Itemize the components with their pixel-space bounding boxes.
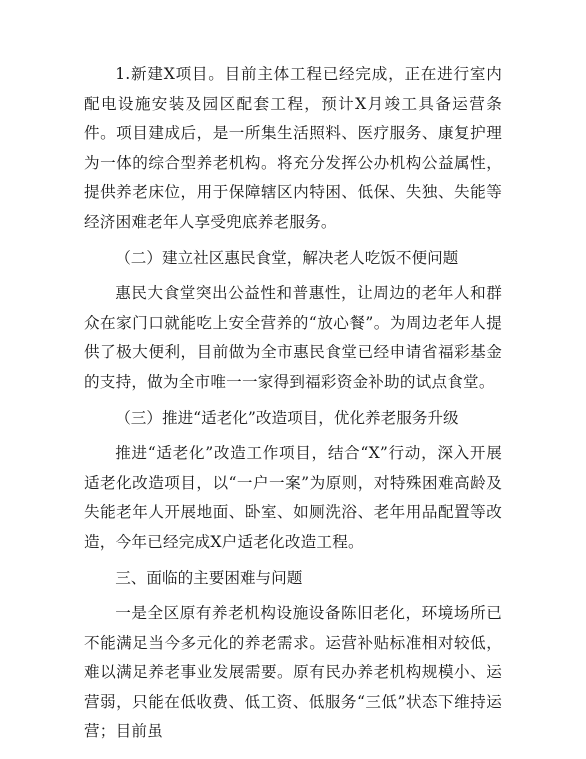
heading-elderly-renovation: （三）推进“适老化”改造项目，优化养老服务升级 [115,408,459,427]
paragraph-elderly-renovation: 推进“适老化”改造工作项目，结合“X”行动，深入开展适老化改造项目，以“一户一案”为原则，对特殊困难高龄及失能老年人开展地面、卧室、如厕洗浴、老年用品配置等改造，今年已经完成X户适老化改造工程。 [84,444,502,551]
paragraph-new-project: 1.新建X项目。目前主体工程已经完成，正在进行室内配电设施安装及园区配套工程，预计X月竣工具备运营条件。项目建成后，是一所集生活照料、医疗服务、康复护理为一体的综合型养老机构。将充分发挥公办机构公益属性，提供养老床位，用于保障辖区内特困、低保、失独、失能等经济困难老年人享受兜底养老服务。 [84,65,502,231]
heading-main-difficulties: 三、面临的主要困难与问题 [115,568,303,587]
paragraph-difficulty-one: 一是全区原有养老机构设施设备陈旧老化，环境场所已不能满足当今多元化的养老需求。运营补贴标准相对较低，难以满足养老事业发展需要。原有民办养老机构规模小、运营弱，只能在低收费、低工资、低服务“三低”状态下维持运营；目前虽 [84,604,502,741]
paragraph-community-canteen: 惠民大食堂突出公益性和普惠性，让周边的老年人和群众在家门口就能吃上安全营养的“放心餐”。为周边老年人提供了极大便利，目前做为全市惠民食堂已经申请省福彩基金的支持，做为全市唯一一家得到福彩资金补助的试点食堂。 [84,284,502,391]
heading-community-canteen: （二）建立社区惠民食堂，解决老人吃饭不便问题 [115,248,459,267]
